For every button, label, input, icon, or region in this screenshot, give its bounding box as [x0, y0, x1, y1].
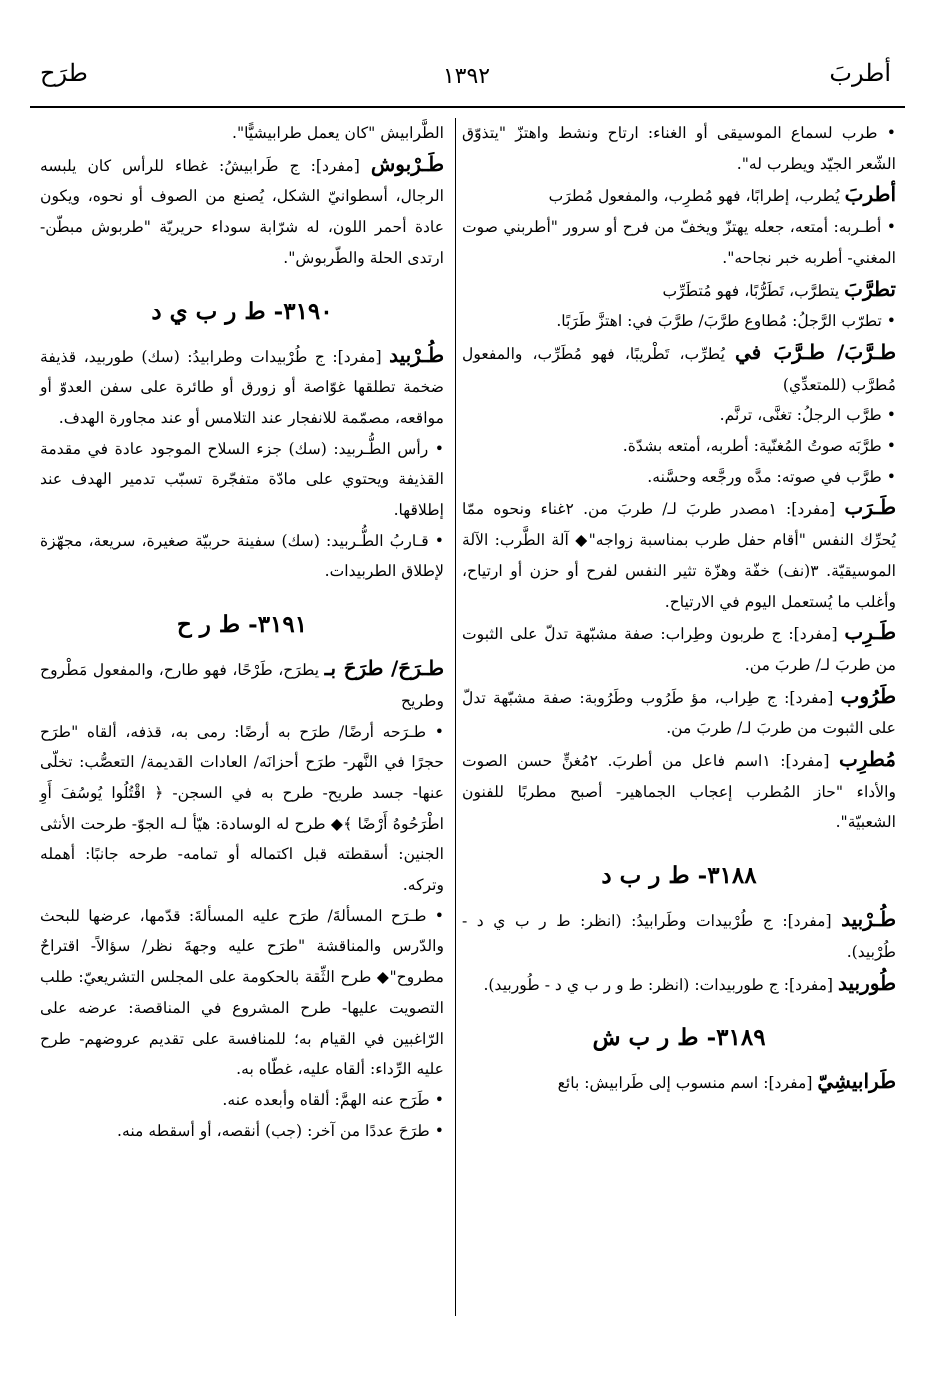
right-column — [462, 118, 896, 1099]
entry-text: [مفرد]: ج طُرْبيدات وطرابيدُ: (سك) طوربيد، قذيفة ضخمة تطلقها غوّاصة أو زورق أو طائرة على سفن العدوّ أو مواقعه، مصمّمة للانفجار عند التلامس أو عند مجاورة الهدف. — [40, 347, 444, 427]
dictionary-entry — [40, 149, 444, 274]
entry-text: • قـاربُ الطُّـربيد: (سك) سفينة حربيّة صغيرة، سريعة، مجهّزة لإطلاق الطربيدات. — [40, 531, 444, 581]
sense-paragraph — [462, 431, 896, 462]
root-number: ٣١٩٠- — [273, 297, 333, 325]
dictionary-entry — [462, 968, 896, 1001]
sense-paragraph — [40, 526, 444, 587]
dictionary-entry — [462, 681, 896, 744]
root-letters: ط ر ب ي د — [151, 297, 266, 325]
entry-text: [مفرد]: ج طَرابيشُ: غطاء للرأس كان يلبسه الرجال، أسطوانيّ الشكل، يُصنع من الصوف أو نحوه، ويكون عادة أحمر اللون، له شرّابة سوداء حريريّة "طربوش مبطّن- ارتدى الحلة والطّربوش". — [40, 156, 444, 267]
sense-paragraph — [40, 717, 444, 901]
entry-text: يُطرِّب، تَطْريبًا، فهو مُطَرِّب، والمفعول مُطرَّب (للمتعدِّي) — [462, 344, 896, 394]
sense-paragraph — [40, 118, 444, 149]
entry-headword: مُطرِب — [839, 747, 896, 772]
sense-paragraph — [40, 1085, 444, 1116]
sense-paragraph — [462, 306, 896, 337]
entry-headword: طُـرْبيد — [841, 907, 896, 932]
dictionary-entry — [462, 1066, 896, 1099]
entry-text: يتطرَّب، تَطَرُّبًا، فهو مُتطَرِّب — [662, 281, 845, 300]
entry-text: يطرَح، طَرْحًا، فهو طارح، والمفعول مَطْروح وطريح — [40, 661, 444, 710]
entry-headword: طَـرْبوش — [370, 151, 444, 176]
entry-text: • طـرَح المسألةَ/ طرَح عليه المسألةَ: قدّمها، عرضها للبحث والدّرس والمناقشة "طرَح عليه وجهةَ نظر/ سؤالاً- اقتراحٌ مطروح"◆ طرح الثِّقة بالحكومة على المجلس التشريعيّ: طلب التصويت عليها- طرح المشروع في المناقصة: عرضه على الرّاغبين في القيام به؛ للمنافسة على تقديم عروضهم- طرح عليه الرِّداء: ألقاه عليه، غطّاه به. — [40, 906, 444, 1079]
entry-headword: طـرَّبَ/ طـرَّبَ في — [735, 339, 896, 364]
sense-paragraph — [462, 118, 896, 179]
entry-text: • طرب لسماع الموسيقى أو الغناء: ارتاح ونشط واهتزّ "يتذوّق الشّعر الجيّد ويطرب له". — [462, 124, 896, 173]
entry-text: [مفرد]: ١مصدر طربَ لـ/ طربَ من. ٢غناء ونحوه ممّا يُحرِّك النفس "أقام حفل طرب بمناسبة زواجه"◆ آلة الطَّرب: الآلة الموسيقيّة. ٣(نف) خفّة وهزّة تثير النفس لفرح أو حزن أو ارتياح، وأغلب ما يُستعمل اليوم في الارتياح. — [462, 500, 897, 611]
entry-text: [مفرد]: ج طوربيدات: (انظر: ط و ر ب ي د - طُوربيد). — [483, 975, 838, 994]
entry-text: • طرَّب في صوته: مدَّه ورجَّعه وحسَّنه. — [647, 467, 896, 486]
entry-headword: أطربَ — [844, 182, 896, 207]
running-head-left: طرَح — [40, 59, 88, 87]
dictionary-entry — [462, 337, 896, 400]
entry-headword: طُوربيد — [837, 970, 896, 995]
dictionary-entry — [462, 744, 896, 838]
header-rule — [30, 106, 905, 109]
entry-headword: طَـرِب — [844, 620, 896, 645]
root-number: ٣١٩١- — [248, 611, 308, 639]
sense-paragraph — [462, 462, 896, 493]
entry-text: • طرَّبَه صوتُ المُغنّية: أطربه، أمتعه بشدّة. — [622, 437, 896, 456]
dictionary-entry — [40, 653, 444, 716]
entry-headword: تطرَّبَ — [844, 276, 896, 301]
entry-text: [مفرد]: اسم منسوب إلى طَرابيش: بائع — [557, 1074, 818, 1093]
entry-text: [مفرد]: ج طُرْبيدات وطَرابيدُ: (انظر: ط ر ب ي د - طُرْبيد). — [462, 912, 896, 961]
entry-headword: طَـرَب — [844, 495, 897, 520]
entry-headword: طَرُوب — [840, 683, 896, 708]
root-letters: ط ر ح — [176, 611, 241, 639]
page-number: ١٣٩٢ — [442, 64, 491, 89]
entry-text: [مفرد]: ج طربون وطِراب: صفة مشبّهة تدلّ على الثبوت من طربَ لـ/ طربَ من. — [462, 625, 896, 674]
root-heading — [462, 1022, 896, 1054]
entry-text: • طَرَح عنه الهمَّ: ألقاه وأبعده عنه. — [222, 1090, 444, 1109]
sense-paragraph — [462, 400, 896, 431]
entry-headword: طَرابيشِيّ — [817, 1069, 896, 1094]
entry-text: • أطـربه: أمتعه، جعله يهتزّ ويخفّ من فرح أو سرور "أطربني صوت المغني- أطربه خبر نجاحه". — [462, 218, 896, 267]
dictionary-entry — [462, 274, 896, 307]
entry-headword: طـرَحَ/ طرَحَ بـ — [324, 656, 444, 681]
sense-paragraph — [462, 212, 896, 273]
root-heading — [40, 609, 444, 641]
entry-text: [مفرد]: ج طِراب، مؤ طَرُوب وطَرُوبة: صفة مشبّهة تدلّ على الثبوت من طربَ لـ/ طربَ من. — [462, 688, 896, 738]
sense-paragraph — [40, 1116, 444, 1147]
root-number: ٣١٨٩- — [706, 1024, 766, 1052]
root-heading — [40, 296, 444, 328]
dictionary-entry — [462, 492, 896, 617]
entry-text: • طرَّب الرجلُ: تغنَّى، ترنَّم. — [719, 406, 896, 425]
dictionary-entry — [462, 179, 896, 212]
root-number: ٣١٨٨- — [697, 862, 757, 890]
entry-text: • طرَحَ عددًا من آخر: (جب) أنقصه، أو أسقطه منه. — [117, 1121, 444, 1140]
dictionary-entry — [462, 617, 896, 680]
sense-paragraph — [40, 901, 444, 1085]
running-head-right: أطربَ — [829, 59, 891, 87]
entry-headword: طُـرْبيد — [389, 342, 444, 367]
entry-text: يُطرب، إطرابًا، فهو مُطرِب، والمفعول مُطرَب — [548, 187, 845, 206]
dictionary-entry — [40, 340, 444, 434]
column-divider — [455, 118, 456, 1316]
root-letters: ط ر ب د — [601, 862, 690, 890]
dictionary-entry — [462, 904, 896, 967]
root-heading — [462, 860, 896, 892]
root-letters: ط ر ب ش — [592, 1024, 699, 1052]
entry-text: • تطرّب الرَّجلُ: مُطاوع طرَّبَ/ طرَّبَ في: اهتزَّ طَرَبًا. — [556, 312, 896, 331]
entry-text: • طـرَحه أرضًا/ طرَح به أرضًا: رمى به، قذفه، ألقاه "طرَح حجرًا في النَّهر- طرَح أحزانَه/ العادات القديمة/ التعصُّب: تخلّى عنها- جسد طريح- طرح به في السجن- ﴿ اقْتُلُوا يُوسُفَ أَوِ اطْرَحُوهُ أَرْضًا ﴾◆ طرح له الوسادة: هيّأ لـه الجوّ- طرحت الأنثى الجنين: أسقطته قبل اكتماله أو تمامه- طرحه جانبًا: أهمله وتركه. — [40, 722, 444, 895]
entry-text: الطَّرابيش "كان يعمل طرابيشيًّا". — [232, 124, 444, 142]
entry-text: • رأس الطُّـربيد: (سك) جزء السلاح الموجود عادة في مقدمة القذيفة ويحتوي على مادّة متفجّرة تسبّب تدمير الهدف عند إطلاقها. — [40, 439, 444, 520]
left-column — [40, 118, 444, 1146]
sense-paragraph — [40, 434, 444, 526]
entry-text: [مفرد]: ١اسم فاعل من أطربَ. ٢مُغنٍّ حسن الصوت والأداء "حاز المُطرب إعجاب الجماهير- أصبح مطربًا للفنون الشعبيّة". — [462, 752, 896, 832]
